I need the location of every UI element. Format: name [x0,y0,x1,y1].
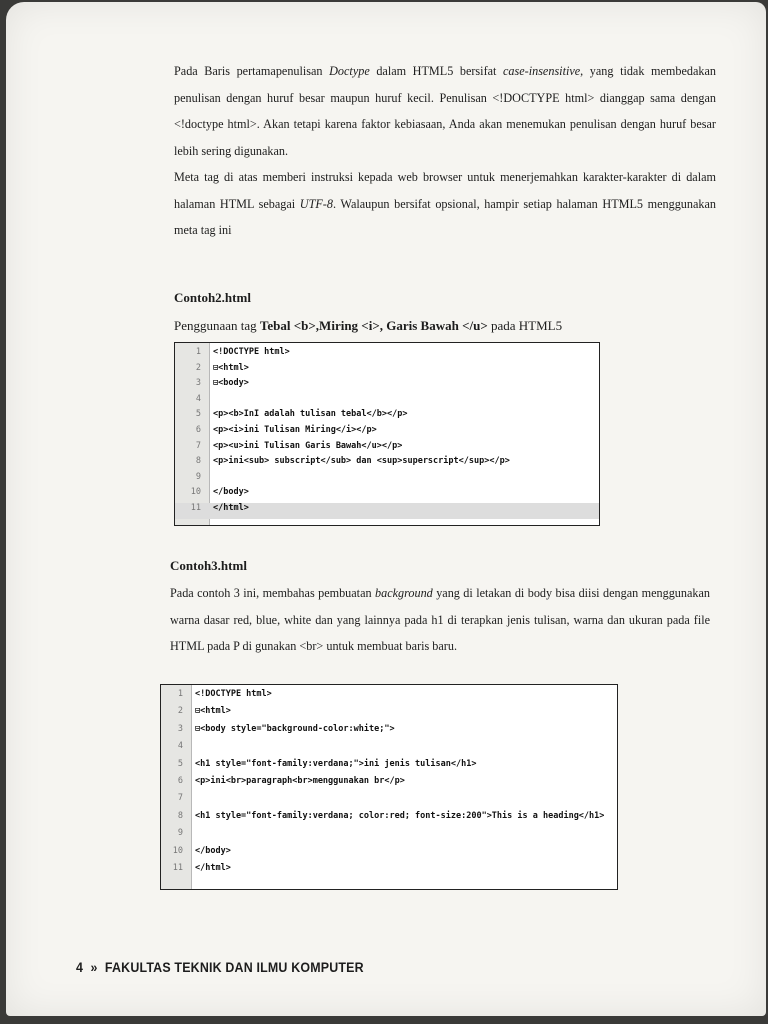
code-line [175,472,599,488]
paragraph-meta [174,164,716,244]
code-line [161,706,617,723]
line-number: 10 [172,845,183,856]
italic-term: UTF-8 [299,196,333,211]
caption-text: Penggunaan tag [174,318,260,333]
line-number: 2 [177,706,183,717]
line-number: 4 [177,741,183,752]
code-text: ⊟<html> [213,362,249,373]
text-run: Pada Baris pertamapenulisan [174,64,330,78]
intro-paragraphs [174,58,716,244]
line-number: 2 [195,362,201,373]
code-line [161,724,617,741]
code-line [175,394,599,410]
code-text: <!DOCTYPE html> [195,689,272,699]
code-line [175,456,599,472]
caption-text: pada HTML5 [487,318,563,333]
section-title-contoh3: Contoh3.html [170,558,247,573]
text-run: Pada contoh 3 ini, membahas pembuatan [170,586,375,600]
code-line [161,793,617,810]
code-line [161,863,617,880]
line-number: 9 [195,471,201,482]
italic-term: case-insensitive [503,64,581,78]
footer-text: FAKULTAS TEKNIK DAN ILMU KOMPUTER [104,960,364,975]
code-text: <p><i>ini Tulisan Miring</i></p> [213,425,377,435]
line-number: 5 [195,409,201,420]
code-line [161,846,617,863]
line-number: 4 [195,393,201,404]
line-number: 7 [195,440,201,451]
code-screenshot-contoh2 [174,342,600,526]
line-number: 1 [177,689,183,699]
text-run: Meta tag di atas memberi instruksi kepada web browser untuk menerjemahkan karakter-karakter di dalam halaman HTML sebagai [174,170,716,211]
code-text: ⊟<html> [195,706,231,717]
paragraph-contoh3 [170,580,710,660]
code-text: <p><b>InI adalah tulisan tebal</b></p> [213,409,408,420]
page-footer [76,960,364,975]
line-number: 1 [195,347,201,357]
line-number: 6 [195,425,201,435]
text-run: dalam HTML5 bersifat [369,64,503,78]
line-number: 6 [177,776,183,786]
caption-contoh2 [174,318,562,334]
line-number: 9 [177,828,183,839]
code-line [175,503,599,519]
text-run: . Walaupun bersifat opsional, hampir setiap halaman HTML5 menggunakan meta tag ini [174,196,716,237]
text-run: , yang tidak membedakan penulisan dengan huruf besar maupun huruf kecil. Penulisan <!DOCTYPE html> dianggap sama dengan <!doctype html>. Akan tetapi karena faktor kebiasaan, Anda akan menemukan penulisan dengan huruf besar lebih sering digunakan. [174,64,716,158]
page-number: 4 [76,960,84,975]
code-line [175,441,599,457]
line-number: 11 [172,863,183,873]
line-number: 7 [177,793,183,804]
code-line [175,409,599,425]
contoh3-paragraph-wrap [170,580,710,660]
code-text: <!DOCTYPE html> [213,347,290,357]
code-text: </html> [213,503,249,513]
code-text: ⊟<body> [213,378,249,389]
code-line [161,811,617,828]
code-line [175,378,599,394]
section-title-contoh2: Contoh2.html [174,290,251,305]
code-line [175,363,599,379]
italic-term: background [375,586,433,600]
code-text: </html> [195,863,231,873]
code-text: ⊟<body style="background-color:white;"> [195,723,395,734]
code-line [161,776,617,793]
italic-term: Doctype [329,64,370,78]
line-number: 11 [190,503,201,513]
line-number: 3 [195,378,201,389]
line-number: 5 [177,758,183,769]
text-run: yang di letakan di body bisa diisi dengan menggunakan warna dasar red, blue, white dan yang lainnya pada h1 di terapkan jenis tulisan, warna dan ukuran pada file HTML pada P di gunakan <br> untuk membuat baris baru. [170,586,710,653]
code-line [175,347,599,363]
line-number: 3 [177,723,183,734]
line-number: 10 [190,487,201,498]
code-line [161,741,617,758]
footer-separator: » [90,960,98,975]
code-text: </body> [195,845,231,856]
code-text: <h1 style="font-family:verdana;">ini jenis tulisan</h1> [195,758,477,769]
code-line [161,828,617,845]
caption-bold: Tebal <b>,Miring <i>, Garis Bawah </u> [259,318,488,333]
code-text: <p>ini<br>paragraph<br>menggunakan br</p> [195,776,405,786]
code-line [175,425,599,441]
code-text: </body> [213,487,249,498]
code-text: <p>ini<sub> subscript</sub> dan <sup>superscript</sup></p> [213,456,510,467]
document-page [6,2,766,1016]
line-number: 8 [195,456,201,467]
code-text: <h1 style="font-family:verdana; color:red; font-size:200">This is a heading</h1> [195,810,605,821]
paragraph-doctype [174,58,716,164]
line-number: 8 [177,810,183,821]
code-line [175,487,599,503]
code-text: <p><u>ini Tulisan Garis Bawah</u></p> [213,440,403,451]
code-line [161,689,617,706]
code-screenshot-contoh3 [160,684,618,890]
code-line [161,759,617,776]
